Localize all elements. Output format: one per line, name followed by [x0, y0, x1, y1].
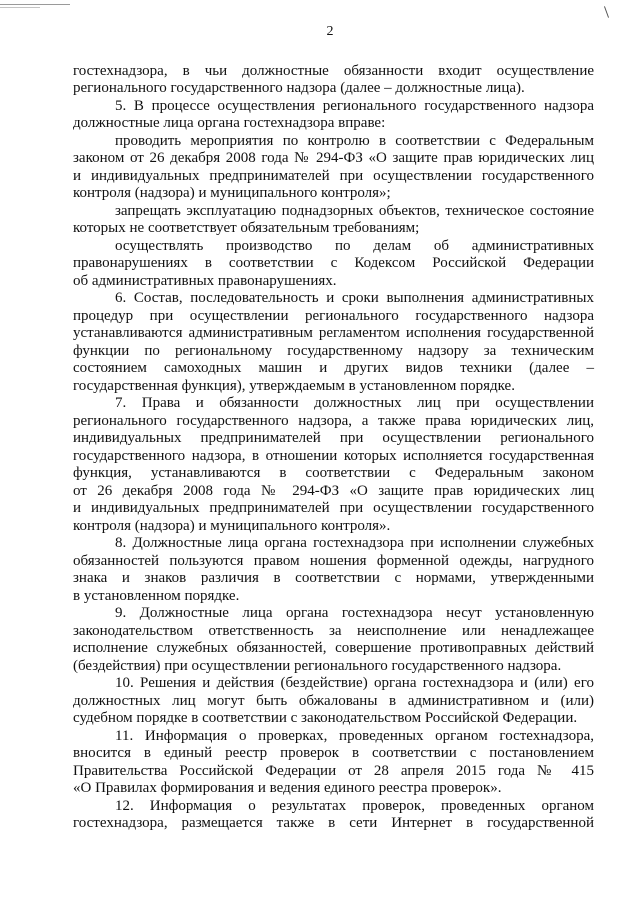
text-line: Правительства Российской Федерации от 28 апреля 2015 года № 415 — [73, 763, 594, 779]
text-line: законодательством ответственность за неисполнение или ненадлежащее — [73, 623, 594, 639]
text-line: запрещать эксплуатацию поднадзорных объектов, техническое состояние — [115, 203, 594, 219]
text-line: гостехнадзора, размещается также в сети Интернет в государственной — [73, 815, 594, 831]
text-line: государственная функция), утверждаемым в установленном порядке. — [73, 378, 515, 394]
text-line: индивидуальных предпринимателей при осуществлении регионального — [73, 430, 594, 446]
text-line: правонарушениях в соответствии с Кодексом Российской Федерации — [73, 255, 594, 271]
text-line: должностных лиц могут быть обжалованы в административном и (или) — [73, 693, 594, 709]
scan-tick-mark — [604, 6, 609, 18]
text-line: 5. В процессе осуществления регионального государственного надзора — [115, 98, 594, 114]
text-line: исполнение служебных обязанностей, совершение противоправных действий — [73, 640, 594, 656]
text-line: контроля (надзора) и муниципального контроля». — [73, 518, 391, 534]
text-line: об административных правонарушениях. — [73, 273, 337, 289]
text-line: знака и знаков различия в соответствии с нормами, утвержденными — [73, 570, 594, 586]
text-line: государственного надзора, в отношении которых исполняется государственная — [73, 448, 594, 464]
text-line: «О Правилах формирования и ведения единого реестра проверок». — [73, 780, 502, 796]
text-line: осуществлять производство по делам об административных — [115, 238, 594, 254]
text-line: судебном порядке в соответствии с законодательством Российской Федерации. — [73, 710, 578, 726]
text-line: 12. Информация о результатах проверок, проведенных органом — [115, 798, 594, 814]
text-line: вносится в единый реестр проверок в соответствии с постановлением — [73, 745, 594, 761]
scan-edge-mark — [0, 4, 70, 5]
text-line: которых не соответствует обязательным требованиям; — [73, 220, 420, 236]
text-line: 6. Состав, последовательность и сроки выполнения административных — [115, 290, 594, 306]
text-line: в установленном порядке. — [73, 588, 240, 604]
page-number: 2 — [326, 24, 334, 39]
text-line: и индивидуальных предпринимателей при осуществлении государственного — [73, 168, 594, 184]
text-line: функции по региональному государственному надзору за техническим — [73, 343, 594, 359]
text-line: состоянием самоходных машин и других видов техники (далее – — [73, 360, 594, 376]
text-line: должностные лица органа гостехнадзора вправе: — [73, 115, 386, 131]
text-line: (бездействия) при осуществлении регионального государственного надзора. — [73, 658, 562, 674]
text-line: 7. Права и обязанности должностных лиц при осуществлении — [115, 395, 594, 411]
text-line: и индивидуальных предпринимателей при осуществлении государственного — [73, 500, 594, 516]
text-line: процедур при осуществлении регионального государственного надзора — [73, 308, 594, 324]
text-line: функция, устанавливаются в соответствии с Федеральным законом — [73, 465, 594, 481]
text-line: регионального государственного надзора, а также права юридических лиц, — [73, 413, 594, 429]
text-line: от 26 декабря 2008 года № 294-ФЗ «О защите прав юридических лиц — [73, 483, 594, 499]
text-line: 8. Должностные лица органа гостехнадзора при исполнении служебных — [115, 535, 594, 551]
scan-edge-mark — [0, 7, 40, 8]
text-line: контроля (надзора) и муниципального контроля»; — [73, 185, 391, 201]
text-line: гостехнадзора, в чьи должностные обязанности входит осуществление — [73, 63, 594, 79]
text-line: проводить мероприятия по контролю в соответствии с Федеральным — [115, 133, 594, 149]
text-line: регионального государственного надзора (далее – должностные лица). — [73, 80, 525, 96]
text-line: 11. Информация о проверках, проведенных органом гостехнадзора, — [115, 728, 594, 744]
text-line: 9. Должностные лица органа гостехнадзора несут установленную — [115, 605, 594, 621]
text-line: 10. Решения и действия (бездействие) органа гостехнадзора и (или) его — [115, 675, 594, 691]
text-line: устанавливаются административным регламентом исполнения государственной — [73, 325, 594, 341]
text-line: законом от 26 декабря 2008 года № 294-ФЗ «О защите прав юридических лиц — [73, 150, 594, 166]
text-line: обязанностей пользуются правом ношения форменной одежды, нагрудного — [73, 553, 594, 569]
